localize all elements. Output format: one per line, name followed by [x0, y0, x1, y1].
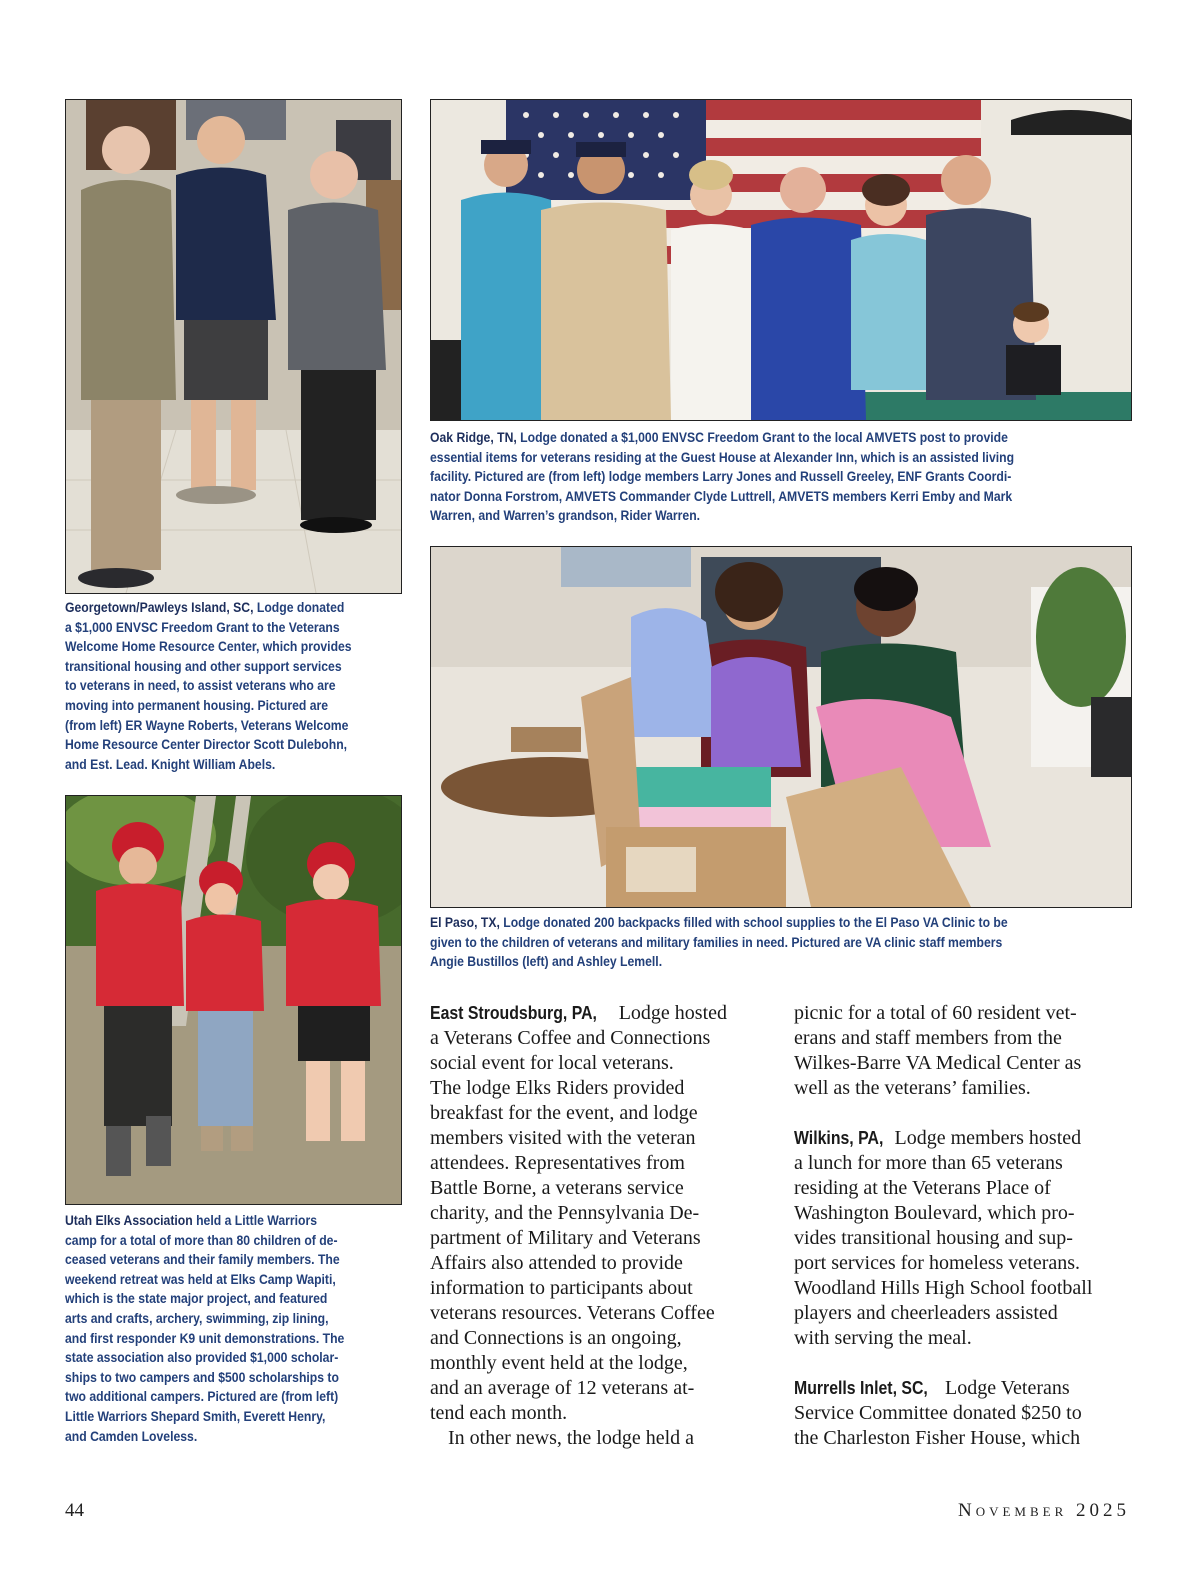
body-line: tend each month.: [430, 1402, 568, 1424]
body-column-2: [794, 1001, 1134, 1451]
caption-line: a $1,000 ENVSC Freedom Grant to the Veterans: [65, 619, 340, 636]
caption-line: Home Resource Center Director Scott Dulebohn,: [65, 737, 348, 754]
body-line: residing at the Veterans Place of: [794, 1177, 1051, 1199]
body-line: picnic for a total of 60 resident vet-: [794, 1002, 1077, 1024]
caption-utah: [65, 1212, 405, 1447]
caption-line: state association also provided $1,000 scholar-: [65, 1350, 339, 1367]
article-murrells-inlet: [794, 1376, 1134, 1451]
caption-location: Utah Elks Association: [65, 1213, 193, 1229]
body-line: Affairs also attended to provide: [430, 1252, 683, 1274]
caption-line: given to the children of veterans and military families in need. Pictured are VA clinic staff members: [430, 934, 1003, 951]
body-line: Wilkes-Barre VA Medical Center as: [794, 1052, 1082, 1074]
caption-line: two additional campers. Pictured are (from left): [65, 1389, 339, 1406]
caption-line: to veterans in need, to assist veterans who are: [65, 678, 336, 695]
caption-line: [430, 429, 1127, 449]
caption-line: camp for a total of more than 80 children of de-: [65, 1232, 338, 1249]
body-line: erans and staff members from the: [794, 1027, 1062, 1049]
body-line: members visited with the veteran: [430, 1127, 696, 1149]
body-line: information to participants about: [430, 1277, 693, 1299]
body-line: port services for homeless veterans.: [794, 1252, 1081, 1274]
caption-line: (from left) ER Wayne Roberts, Veterans Welcome: [65, 717, 349, 734]
caption-line: moving into permanent housing. Pictured are: [65, 697, 329, 714]
body-line: social event for local veterans.: [430, 1052, 674, 1074]
caption-line: [430, 914, 1127, 934]
page-number: 44: [65, 1500, 84, 1521]
caption-text: Lodge donated: [256, 600, 345, 616]
body-line: Woodland Hills High School football: [794, 1277, 1093, 1299]
body-line: Service Committee donated $250 to: [794, 1402, 1082, 1424]
body-line: vides transitional housing and sup-: [794, 1227, 1073, 1249]
caption-line: Little Warriors Shepard Smith, Everett Henry,: [65, 1408, 326, 1425]
photo-utah-image: [66, 796, 401, 1204]
caption-line: and first responder K9 unit demonstrations. The: [65, 1330, 345, 1347]
caption-georgetown: [65, 599, 405, 775]
article-lead: East Stroudsburg, PA,: [430, 1003, 597, 1023]
caption-line: nator Donna Forstrom, AMVETS Commander Clyde Luttrell, AMVETS members Kerri Emby and Mark: [430, 488, 1013, 505]
caption-line: Angie Bustillos (left) and Ashley Lemell.: [430, 954, 663, 971]
body-line: breakfast for the event, and lodge: [430, 1102, 698, 1124]
photo-georgetown-image: [66, 100, 401, 593]
caption-oak-ridge: [430, 429, 1127, 527]
body-line: In other news, the lodge held a: [448, 1427, 695, 1449]
body-column-1: [430, 1001, 770, 1451]
caption-line: ceased veterans and their family members. The: [65, 1252, 340, 1269]
issue-date: November 2025: [957, 1500, 1130, 1521]
article-east-stroudsburg: [430, 1001, 770, 1426]
caption-line: weekend retreat was held at Elks Camp Wapiti,: [65, 1271, 336, 1288]
body-line: a lunch for more than 65 veterans: [794, 1152, 1063, 1174]
caption-location: Georgetown/Pawleys Island, SC,: [65, 600, 254, 616]
caption-location: El Paso, TX,: [430, 915, 500, 931]
body-line: well as the veterans’ families.: [794, 1077, 1031, 1099]
body-line: Lodge hosted: [618, 1002, 727, 1024]
body-line: and an average of 12 veterans at-: [430, 1377, 695, 1399]
caption-line: which is the state major project, and featured: [65, 1291, 328, 1308]
caption-text: Lodge donated 200 backpacks filled with school supplies to the El Paso VA Clinic to be: [503, 915, 1008, 931]
body-line: attendees. Representatives from: [430, 1152, 685, 1174]
article-picnic: [794, 1001, 1134, 1101]
photo-el-paso: [430, 546, 1132, 908]
photo-utah: [65, 795, 402, 1205]
caption-line: Welcome Home Resource Center, which provides: [65, 639, 352, 656]
body-line: veterans resources. Veterans Coffee: [430, 1302, 715, 1324]
photo-oak-ridge: [430, 99, 1132, 421]
body-line: with serving the meal.: [794, 1327, 972, 1349]
caption-line: facility. Pictured are (from left) lodge members Larry Jones and Russell Greeley, ENF Grants Coordi-: [430, 469, 1012, 486]
caption-line: and Camden Loveless.: [65, 1428, 198, 1445]
body-line: monthly event held at the lodge,: [430, 1352, 688, 1374]
caption-line: essential items for veterans residing at the Guest House at Alexander Inn, which is an assisted living: [430, 449, 1015, 466]
caption-el-paso: [430, 914, 1127, 973]
caption-line: transitional housing and other support services: [65, 658, 342, 675]
photo-oak-ridge-image: [431, 100, 1131, 420]
article-lead: Murrells Inlet, SC,: [794, 1378, 928, 1398]
photo-georgetown: [65, 99, 402, 594]
caption-text: held a Little Warriors: [196, 1213, 318, 1229]
body-line: Battle Borne, a veterans service: [430, 1177, 684, 1199]
body-line: charity, and the Pennsylvania De-: [430, 1202, 700, 1224]
body-line: the Charleston Fisher House, which: [794, 1427, 1081, 1449]
body-line: The lodge Elks Riders provided: [430, 1077, 685, 1099]
caption-text: Lodge donated a $1,000 ENVSC Freedom Grant to the local AMVETS post to provide: [520, 430, 1008, 446]
caption-line: [65, 1212, 405, 1232]
caption-line: ships to two campers and $500 scholarships to: [65, 1369, 339, 1386]
body-line: Washington Boulevard, which pro-: [794, 1202, 1075, 1224]
body-line: a Veterans Coffee and Connections: [430, 1027, 711, 1049]
body-line: and Connections is an ongoing,: [430, 1327, 682, 1349]
body-line: Lodge Veterans: [945, 1377, 1070, 1399]
caption-location: Oak Ridge, TN,: [430, 430, 517, 446]
body-line: partment of Military and Veterans: [430, 1227, 701, 1249]
caption-line: and Est. Lead. Knight William Abels.: [65, 756, 276, 773]
body-line: players and cheerleaders assisted: [794, 1302, 1058, 1324]
photo-el-paso-image: [431, 547, 1131, 907]
article-wilkins: [794, 1126, 1134, 1351]
caption-line: [65, 599, 405, 619]
body-line: Lodge members hosted: [894, 1127, 1082, 1149]
article-lead: Wilkins, PA,: [794, 1128, 884, 1148]
caption-line: arts and crafts, archery, swimming, zip lining,: [65, 1310, 329, 1327]
caption-line: Warren, and Warren’s grandson, Rider Warren.: [430, 508, 701, 525]
